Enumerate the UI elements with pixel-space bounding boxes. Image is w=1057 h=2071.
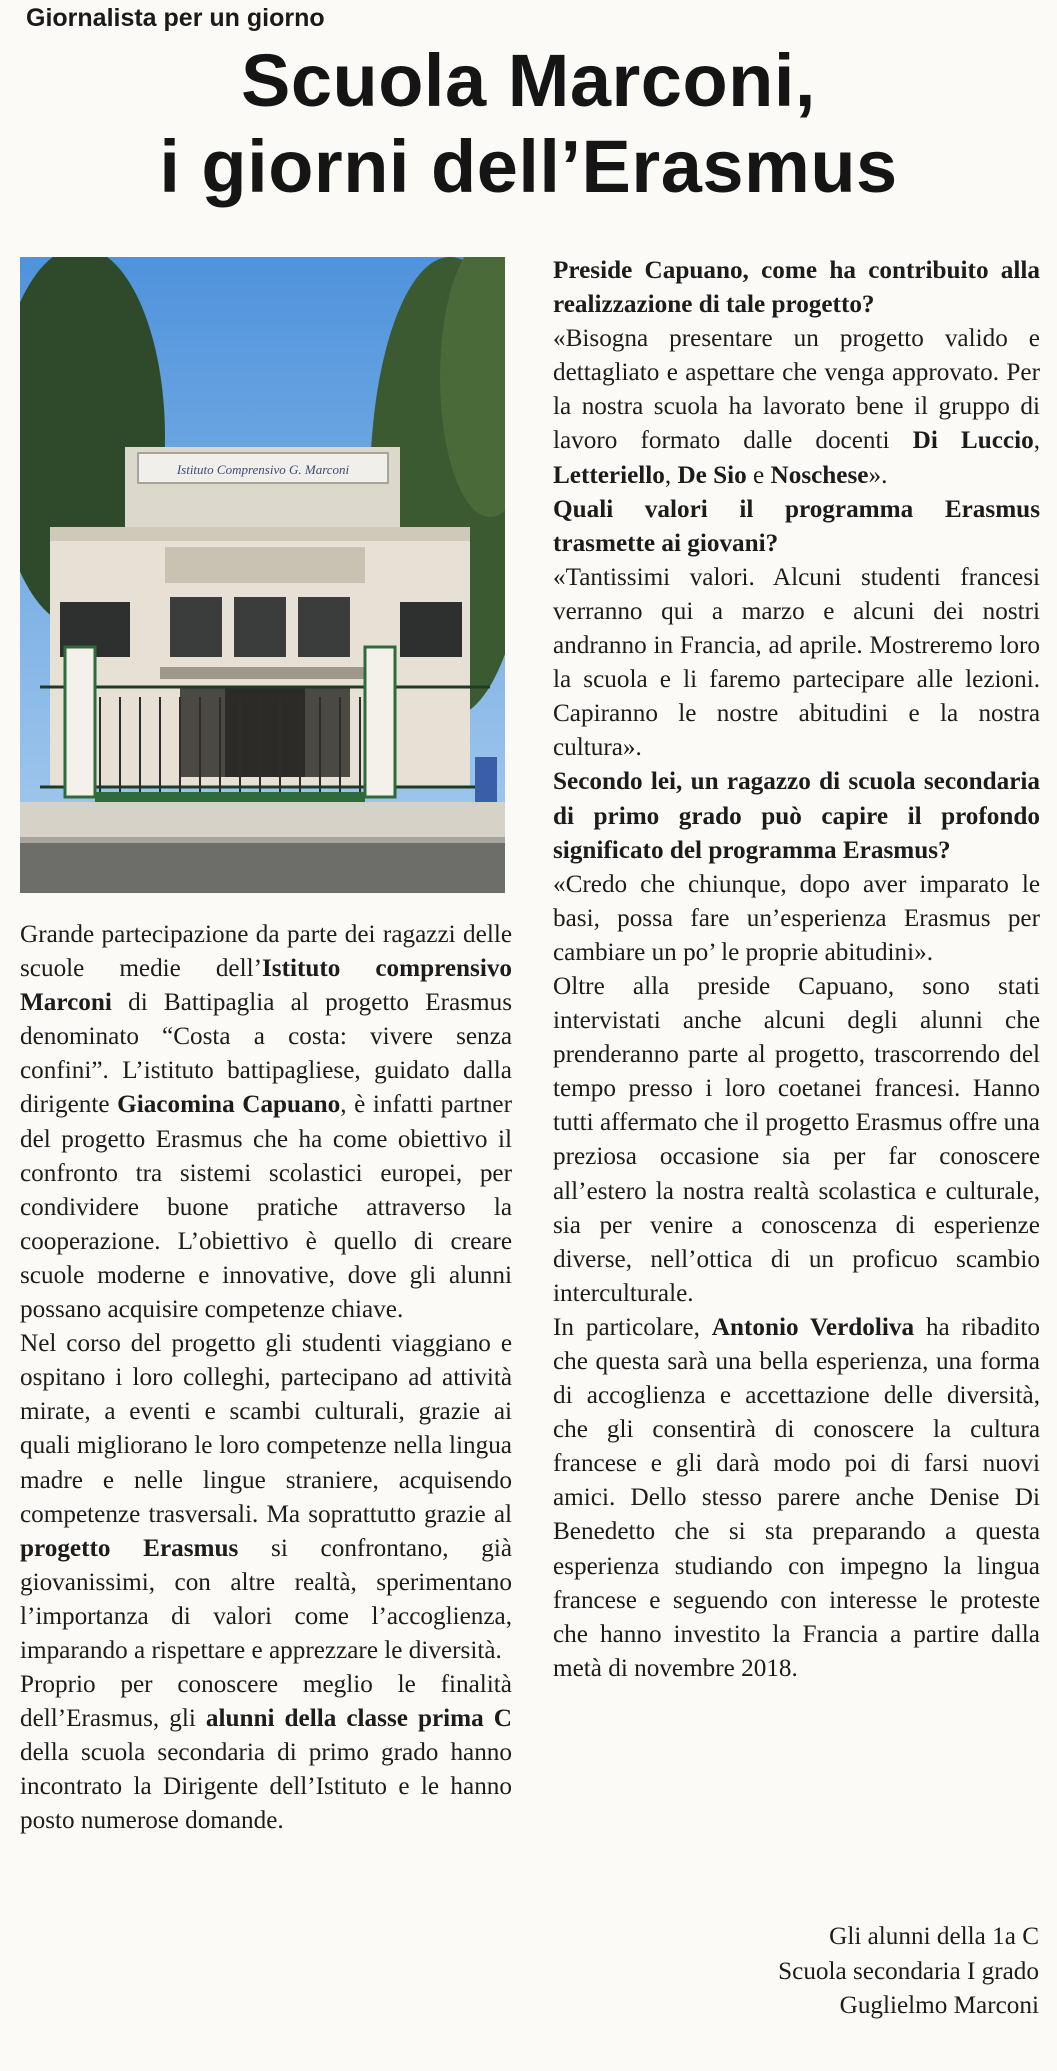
teacher-name: Di Luccio [912, 427, 1034, 455]
text-run: Nel corso del progetto gli studenti viaggiano e ospitano i loro colleghi, partecipano ad attività mirate, a eventi e scambi culturali, grazie ai quali migliorano le loro competenze nella lingua madre e nelle lingue straniere, acquisendo competenze trasversali. Ma soprattutto grazie al [20, 1330, 512, 1528]
teacher-name: Letteriello [553, 461, 665, 489]
question-2: Quali valori il programma Erasmus trasmette ai giovani? [553, 495, 1040, 557]
paragraph-interview-intro [20, 1668, 512, 1838]
signature-line-3: Guglielmo Marconi [839, 1992, 1039, 2019]
text-run: Grande partecipazione da parte dei ragazzi delle scuole medie dell’ [20, 921, 512, 983]
principal-name: Giacomina Capuano [117, 1091, 341, 1119]
text-run: ha ribadito che questa sarà una bella esperienza, una forma di accoglienza e accettazione delle diversità, che gli consentirà di conoscere la cultura francese e gli darà modo poi di farsi nuovi amici. Dello stesso parere anche Denise Di Benedetto che si sta preparando a questa esperienza studiando con impegno la lingua francese e seguendo con interesse le proteste che hanno investito la Francia a partire dalla metà di novembre 2018. [553, 1313, 1040, 1682]
answer-1 [553, 322, 1040, 492]
text-run: , è infatti partner del progetto Erasmus che ha come obiettivo il confronto tra sistemi scolastici europei, per condividere buone pratiche attraverso la cooperazione. L’obiettivo è quello di creare scuole moderne e innovative, dove gli alunni possano acquisire competenze chiave. [20, 1091, 512, 1324]
paragraph-intro [20, 918, 512, 1327]
text-run: di Battipaglia al progetto Erasmus denominato “Costa a costa: vivere senza confini”. L’istituto battipagliese, guidato dalla dirigente [20, 989, 512, 1119]
text-run: , [664, 461, 678, 489]
paragraph-project [20, 1327, 512, 1668]
paragraph-students: Oltre alla preside Capuano, sono stati intervistati anche alcuni degli alunni che prenderanno parte al progetto, trascorrendo del tempo presso i loro coetanei francesi. Hanno tutti affermato che il progetto Erasmus offre una preziosa occasione sia per far conoscere all’estero la nostra realtà scolastica e culturale, sia per venire a conoscenza di esperienze diverse, nell’ottica di un proficuo scambio interculturale. [553, 972, 1040, 1307]
headline-line-1: Scuola Marconi, [241, 39, 816, 122]
headline-line-2: i giorni dell’Erasmus [159, 125, 898, 208]
teacher-name: Noschese [770, 461, 869, 489]
student-name: Antonio Verdoliva [711, 1313, 915, 1341]
answer-2: «Tantissimi valori. Alcuni studenti francesi verranno qui a marzo e alcuni dei nostri andranno in Francia, ad aprile. Mostreremo loro la scuola e li faremo partecipare alle lezioni. Capiranno le nostre abitudini e la nostra cultura». [553, 563, 1040, 762]
left-column [20, 918, 512, 1839]
text-run: ». [868, 461, 888, 489]
paragraph-student-quotes [553, 1311, 1040, 1686]
signature-line-2: Scuola secondaria I grado [778, 1957, 1039, 1985]
text-run: della scuola secondaria di primo grado hanno incontrato la Dirigente dell’Istituto e le hanno posto numerose domande. [20, 1739, 512, 1835]
teacher-name: De Sio [677, 461, 747, 489]
text-run: , [1033, 427, 1040, 455]
question-1: Preside Capuano, come ha contribuito alla realizzazione di tale progetto? [553, 257, 1040, 319]
signature-line-1: Gli alunni della 1a C [829, 1923, 1039, 1950]
school-name: Istituto comprensivo Marconi [20, 955, 513, 1017]
article-signature [778, 1920, 1039, 2024]
section-kicker: Giornalista per un giorno [26, 4, 325, 32]
answer-3: «Credo che chiunque, dopo aver imparato le basi, possa fare un’esperienza Erasmus per cambiare un po’ le proprie abitudini». [553, 870, 1040, 966]
text-run: In particolare, [553, 1313, 712, 1341]
class-name: alunni della classe prima C [205, 1705, 512, 1733]
right-column [553, 254, 1040, 1686]
text-run: e [746, 461, 771, 489]
text-run: «Bisogna presentare un progetto valido e dettagliato e aspettare che venga approvato. Per la nostra scuola ha lavorato bene il gruppo di lavoro formato dalle docenti [553, 325, 1040, 455]
building-sign-text: Istituto Comprensivo G. Marconi [176, 462, 350, 477]
text-run: si confrontano, già giovanissimi, con altre realtà, sperimentano l’importanza di valori come l’accoglienza, imparando a rispettare e apprezzare le diversità. [20, 1534, 513, 1664]
school-photo [20, 257, 505, 893]
question-3: Secondo lei, un ragazzo di scuola secondaria di primo grado può capire il profondo significato del programma Erasmus? [553, 768, 1040, 864]
school-building-illustration [20, 257, 505, 893]
project-name: progetto Erasmus [20, 1534, 239, 1562]
text-run: Proprio per conoscere meglio le finalità dell’Erasmus, gli [20, 1671, 512, 1733]
article-headline [0, 38, 1057, 210]
